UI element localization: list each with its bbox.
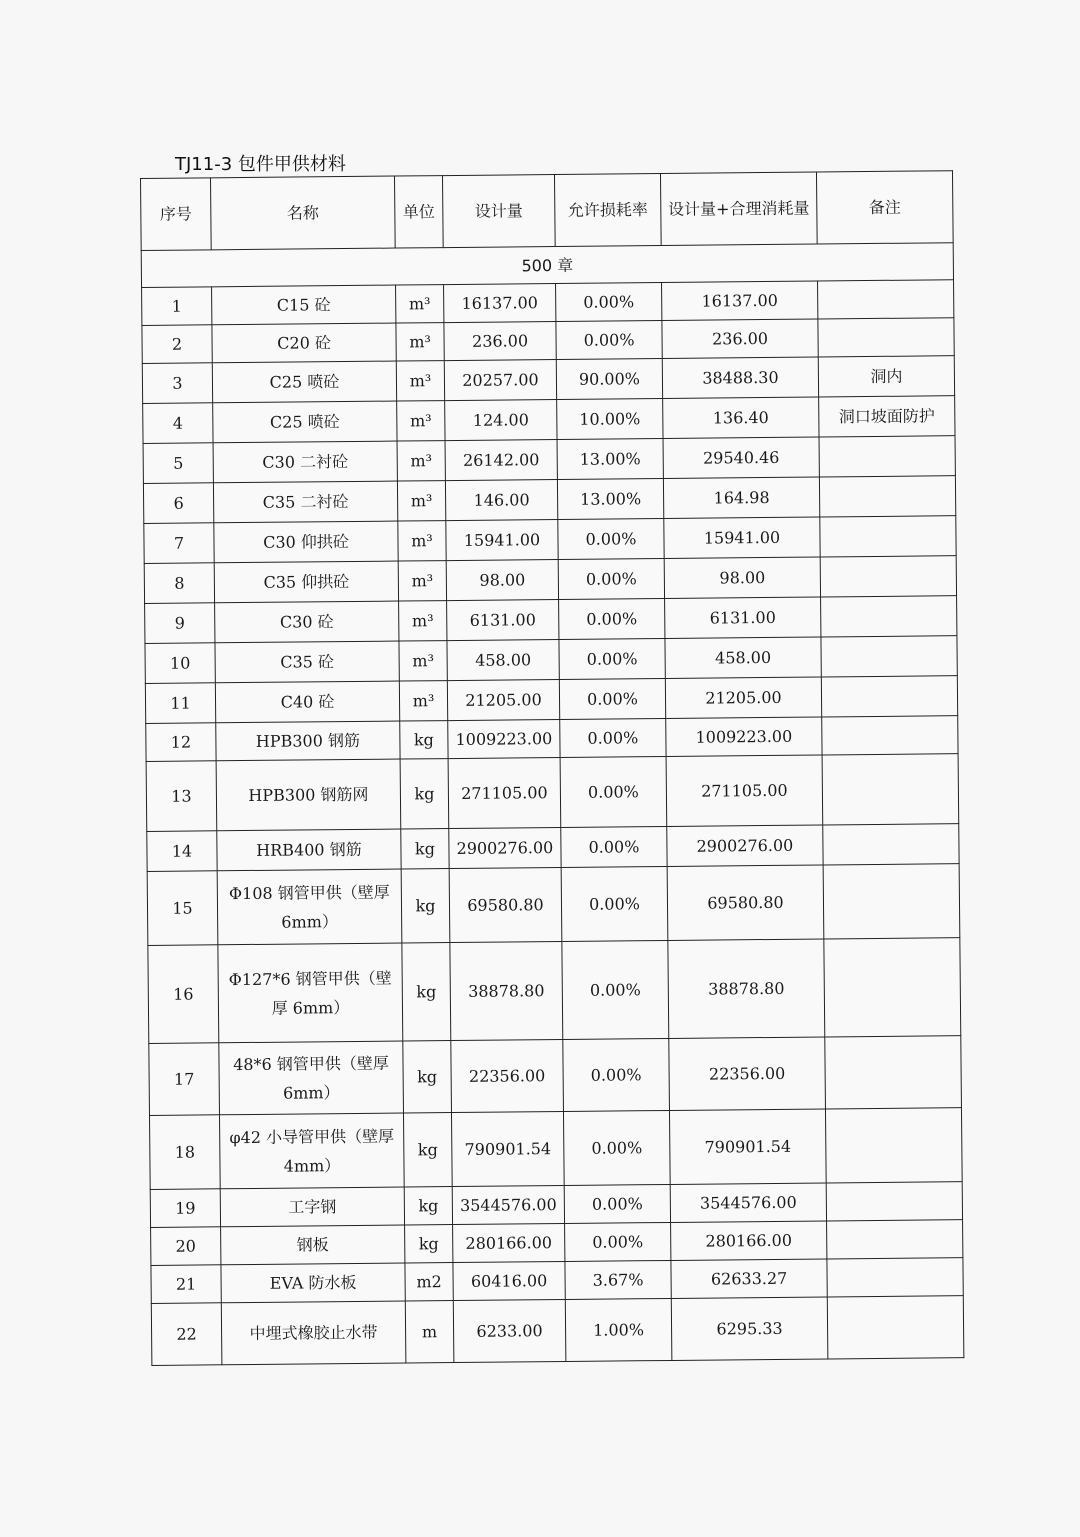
cell-loss: 0.00% — [558, 518, 664, 559]
cell-total: 164.98 — [663, 477, 819, 518]
cell-remark — [822, 716, 958, 755]
header-total: 设计量+合理消耗量 — [660, 172, 817, 245]
cell-design: 22356.00 — [451, 1039, 564, 1112]
cell-total: 458.00 — [665, 637, 821, 678]
cell-design: 236.00 — [444, 322, 556, 361]
header-loss: 允许损耗率 — [554, 174, 661, 247]
cell-name: C25 喷砼 — [213, 401, 397, 443]
cell-design: 790901.54 — [451, 1111, 564, 1186]
cell-unit: m³ — [399, 681, 447, 721]
cell-total: 271105.00 — [666, 755, 823, 826]
cell-design: 6131.00 — [447, 600, 559, 641]
cell-loss: 13.00% — [557, 478, 663, 519]
cell-unit: kg — [403, 1041, 452, 1113]
cell-name: C15 砼 — [212, 285, 396, 325]
cell-remark — [827, 1296, 964, 1359]
cell-total: 15941.00 — [664, 517, 820, 558]
cell-loss: 0.00% — [559, 678, 665, 719]
cell-unit: m³ — [397, 441, 445, 481]
cell-total: 1009223.00 — [666, 717, 822, 756]
cell-no: 1 — [142, 287, 212, 326]
cell-remark — [820, 516, 956, 557]
cell-design: 124.00 — [445, 400, 557, 441]
cell-remark — [819, 476, 955, 517]
cell-remark — [827, 1220, 963, 1259]
cell-name: 中埋式橡胶止水带 — [221, 1301, 406, 1365]
cell-no: 11 — [145, 683, 215, 724]
cell-remark — [823, 864, 960, 939]
cell-no: 6 — [143, 483, 213, 524]
cell-total: 16137.00 — [662, 281, 818, 320]
cell-design: 2900276.00 — [449, 827, 561, 868]
cell-design: 1009223.00 — [448, 719, 560, 758]
cell-no: 14 — [147, 831, 217, 872]
cell-remark — [825, 1036, 962, 1109]
header-design: 设计量 — [442, 175, 555, 248]
cell-total: 98.00 — [664, 557, 820, 598]
cell-loss: 0.00% — [561, 826, 667, 867]
cell-design: 6233.00 — [453, 1299, 566, 1362]
cell-name: 工字钢 — [220, 1187, 404, 1227]
cell-remark — [826, 1182, 962, 1221]
table-row — [149, 1108, 962, 1190]
cell-total: 3544576.00 — [670, 1183, 826, 1222]
cell-remark — [821, 596, 957, 637]
cell-unit: m³ — [396, 285, 444, 323]
cell-name: C25 喷砼 — [212, 361, 396, 403]
cell-no: 8 — [144, 563, 214, 604]
cell-remark — [824, 938, 961, 1037]
cell-total: 38488.30 — [662, 357, 818, 398]
cell-name: C30 仰拱砼 — [214, 521, 398, 563]
cell-design: 16137.00 — [444, 284, 556, 323]
cell-unit: m2 — [405, 1263, 453, 1301]
cell-loss: 0.00% — [562, 940, 669, 1039]
cell-design: 20257.00 — [444, 360, 556, 401]
cell-remark — [825, 1108, 962, 1183]
cell-remark — [822, 754, 959, 825]
cell-unit: m³ — [399, 601, 447, 641]
cell-name: C35 仰拱砼 — [214, 561, 398, 603]
cell-loss: 1.00% — [565, 1298, 672, 1361]
cell-design: 26142.00 — [445, 440, 557, 481]
cell-no: 12 — [146, 723, 216, 762]
cell-unit: kg — [400, 721, 448, 759]
cell-loss: 0.00% — [564, 1184, 670, 1223]
header-unit: 单位 — [394, 176, 443, 248]
cell-total: 790901.54 — [669, 1109, 826, 1184]
header-row — [141, 171, 954, 251]
cell-loss: 3.67% — [565, 1260, 671, 1299]
cell-unit: m³ — [398, 521, 446, 561]
cell-name: C30 二衬砼 — [213, 441, 397, 483]
cell-no: 7 — [144, 523, 214, 564]
cell-loss: 0.00% — [556, 320, 662, 359]
cell-design: 21205.00 — [447, 679, 559, 720]
cell-remark — [819, 436, 955, 477]
cell-design: 3544576.00 — [452, 1185, 564, 1224]
header-no: 序号 — [141, 178, 212, 251]
cell-total: 69580.80 — [667, 865, 824, 940]
cell-total: 21205.00 — [665, 677, 821, 718]
cell-loss: 13.00% — [557, 438, 663, 479]
cell-total: 136.40 — [663, 397, 819, 438]
cell-design: 271105.00 — [448, 757, 561, 828]
cell-unit: m³ — [399, 641, 447, 681]
cell-remark — [827, 1258, 963, 1297]
cell-unit: m³ — [397, 481, 445, 521]
cell-remark — [821, 676, 957, 717]
cell-unit: m³ — [396, 361, 444, 401]
cell-unit: kg — [403, 1113, 452, 1187]
cell-loss: 0.00% — [558, 558, 664, 599]
cell-loss: 0.00% — [563, 1110, 670, 1185]
cell-total: 22356.00 — [669, 1037, 826, 1110]
cell-design: 15941.00 — [446, 520, 558, 561]
cell-unit: kg — [401, 829, 449, 869]
cell-no: 17 — [149, 1043, 220, 1116]
table-row — [149, 1036, 962, 1116]
cell-loss: 10.00% — [557, 398, 663, 439]
header-name: 名称 — [211, 176, 396, 250]
cell-name: C35 二衬砼 — [213, 481, 397, 523]
cell-no: 4 — [143, 403, 213, 444]
cell-loss: 0.00% — [561, 866, 668, 941]
cell-no: 9 — [145, 603, 215, 644]
cell-remark: 洞内 — [818, 356, 954, 397]
cell-name: C30 砼 — [215, 601, 399, 643]
cell-name: C20 砼 — [212, 323, 396, 363]
table-row — [147, 864, 960, 946]
cell-no: 3 — [142, 363, 212, 404]
cell-unit: kg — [402, 943, 451, 1041]
cell-loss: 0.00% — [559, 598, 665, 639]
cell-name: 钢板 — [221, 1225, 405, 1265]
cell-name: HPB300 钢筋 — [216, 721, 400, 761]
cell-remark: 洞口坡面防护 — [819, 396, 955, 437]
cell-design: 98.00 — [446, 560, 558, 601]
cell-no: 13 — [146, 761, 217, 832]
section-label: 500 章 — [141, 243, 953, 288]
cell-unit: kg — [405, 1225, 453, 1263]
cell-total: 6295.33 — [671, 1297, 828, 1360]
materials-table — [140, 170, 964, 1366]
cell-no: 15 — [147, 871, 218, 946]
cell-loss: 0.00% — [560, 718, 666, 757]
cell-remark — [820, 556, 956, 597]
header-remark: 备注 — [816, 171, 953, 244]
cell-name: HRB400 钢筋 — [217, 829, 401, 871]
cell-no: 10 — [145, 643, 215, 684]
cell-name: C40 砼 — [215, 681, 399, 723]
cell-name: EVA 防水板 — [221, 1263, 405, 1303]
cell-unit: m³ — [396, 323, 444, 361]
cell-name: φ42 小导管甲供（壁厚 4mm） — [219, 1113, 404, 1189]
cell-remark — [818, 318, 954, 357]
cell-total: 236.00 — [662, 319, 818, 358]
cell-loss: 0.00% — [565, 1222, 671, 1261]
cell-design: 280166.00 — [453, 1223, 565, 1262]
cell-design: 60416.00 — [453, 1261, 565, 1300]
cell-total: 2900276.00 — [667, 825, 823, 866]
cell-unit: m — [405, 1301, 454, 1363]
cell-no: 19 — [150, 1189, 220, 1228]
cell-total: 280166.00 — [671, 1221, 827, 1260]
cell-remark — [821, 636, 957, 677]
cell-loss: 0.00% — [560, 756, 667, 827]
cell-remark — [818, 280, 954, 319]
cell-unit: kg — [400, 759, 449, 829]
cell-loss: 0.00% — [559, 638, 665, 679]
cell-name: C35 砼 — [215, 641, 399, 683]
cell-design: 146.00 — [445, 480, 557, 521]
cell-no: 5 — [143, 443, 213, 484]
cell-design: 69580.80 — [449, 867, 562, 942]
cell-name: 48*6 钢管甲供（壁厚 6mm） — [219, 1041, 404, 1115]
cell-name: Φ127*6 钢管甲供（壁厚 6mm） — [218, 943, 403, 1043]
cell-total: 29540.46 — [663, 437, 819, 478]
page-title: TJ11-3 包件甲供材料 — [175, 154, 346, 175]
cell-no: 16 — [148, 945, 219, 1044]
cell-no: 20 — [151, 1227, 221, 1266]
cell-no: 2 — [142, 325, 212, 364]
cell-loss: 0.00% — [556, 282, 662, 321]
cell-total: 62633.27 — [671, 1259, 827, 1298]
cell-name: Φ108 钢管甲供（壁厚 6mm） — [217, 869, 402, 945]
cell-no: 21 — [151, 1265, 221, 1304]
table-row — [146, 754, 959, 832]
table-row — [151, 1296, 964, 1366]
cell-name: HPB300 钢筋网 — [216, 759, 401, 831]
cell-design: 458.00 — [447, 639, 559, 680]
cell-remark — [823, 824, 959, 865]
cell-unit: m³ — [397, 401, 445, 441]
cell-no: 22 — [151, 1303, 222, 1366]
cell-unit: m³ — [398, 561, 446, 601]
cell-total: 6131.00 — [665, 597, 821, 638]
cell-design: 38878.80 — [450, 941, 563, 1040]
cell-no: 18 — [149, 1115, 220, 1190]
cell-total: 38878.80 — [668, 939, 825, 1038]
cell-loss: 90.00% — [556, 358, 662, 399]
cell-unit: kg — [404, 1187, 452, 1225]
cell-unit: kg — [401, 869, 450, 943]
table-row — [148, 938, 961, 1044]
cell-loss: 0.00% — [563, 1038, 670, 1111]
